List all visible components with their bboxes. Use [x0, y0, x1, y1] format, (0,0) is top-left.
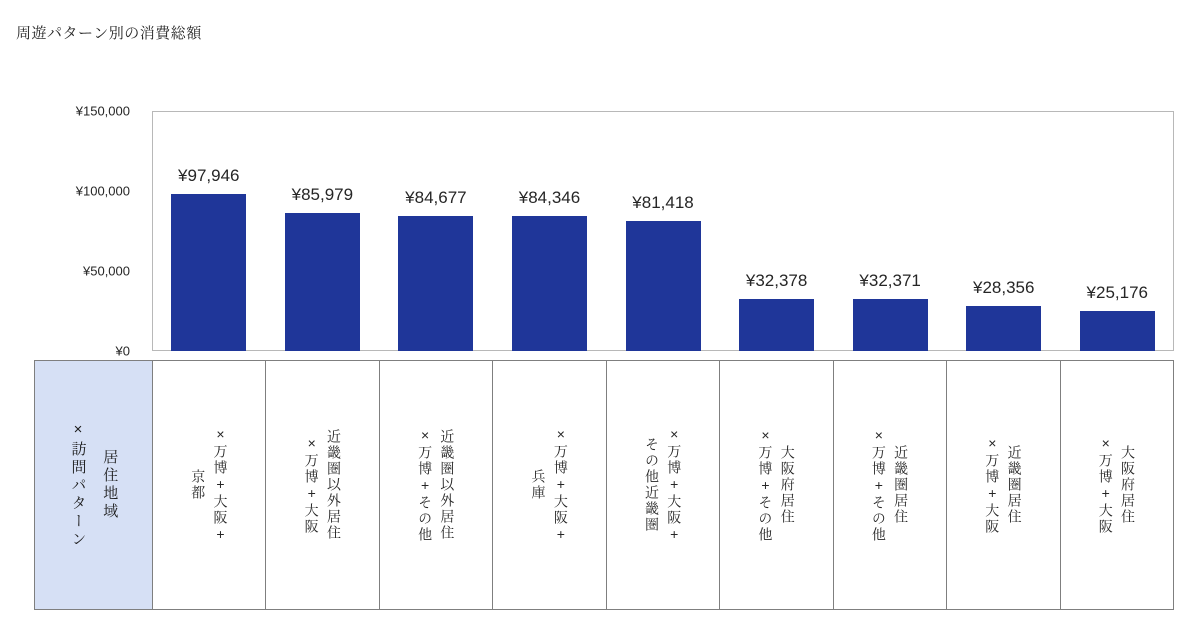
category-cell [1061, 361, 1173, 609]
bar-value-label: ¥32,378 [745, 271, 808, 291]
bar-slot [379, 111, 493, 351]
y-tick-label: ¥50,000 [83, 263, 130, 279]
bar-value-label: ¥85,979 [291, 185, 354, 205]
category-label-mid: ×万博+大阪+ [552, 426, 569, 544]
table-header-cell [35, 361, 153, 609]
category-label-left: ×万博+その他 [417, 427, 434, 543]
header-part-0: ×訪問パターン [69, 421, 87, 549]
category-cell [153, 361, 266, 609]
bar[interactable] [1080, 311, 1155, 351]
bars-layer [152, 111, 1174, 351]
category-table [34, 360, 1174, 610]
category-label-right: 近畿圏居住 [893, 445, 910, 525]
category-label-left: ×万博+大阪 [984, 435, 1001, 535]
category-label-right: 大阪府居住 [779, 445, 796, 525]
category-label-right: 近畿圏以外居住 [325, 429, 342, 541]
y-axis [40, 100, 136, 359]
bar-value-label: ¥97,946 [178, 166, 240, 186]
bar[interactable] [285, 213, 360, 351]
category-label-left: その他近畿圏 [643, 437, 660, 533]
bar-slot [720, 111, 834, 351]
category-cell [947, 361, 1060, 609]
bar[interactable] [626, 221, 701, 351]
bar-value-label: ¥25,176 [1086, 282, 1149, 302]
category-cell [380, 361, 493, 609]
bar-slot [493, 111, 607, 351]
bar-slot [1061, 111, 1175, 351]
category-label-left: ×万博+大阪 [303, 435, 320, 535]
category-label-left: ×万博+大阪 [1097, 435, 1114, 535]
bar-slot [266, 111, 380, 351]
bar-slot [152, 111, 266, 351]
bar[interactable] [398, 216, 473, 351]
category-label-right: 近畿圏居住 [1006, 445, 1023, 525]
bar[interactable] [171, 194, 246, 351]
y-tick-label: ¥0 [115, 343, 130, 359]
category-label-left: 兵庫 [530, 469, 547, 501]
bar[interactable] [853, 299, 928, 351]
category-label-left: 京都 [190, 469, 207, 501]
category-label-mid: ×万博+大阪+ [212, 426, 229, 544]
bar-value-label: ¥81,418 [632, 192, 694, 212]
category-cell [493, 361, 606, 609]
bar-slot [606, 111, 720, 351]
y-tick-label: ¥100,000 [75, 183, 130, 199]
bar-value-label: ¥84,677 [405, 187, 467, 207]
bar-value-label: ¥28,356 [972, 277, 1035, 297]
category-label-right: 大阪府居住 [1120, 445, 1137, 525]
bar[interactable] [966, 306, 1041, 351]
bar[interactable] [739, 299, 814, 351]
category-cell [834, 361, 947, 609]
category-cell [720, 361, 833, 609]
bar-value-label: ¥32,371 [859, 271, 921, 291]
category-label-left: ×万博+その他 [757, 427, 774, 543]
bar-slot [947, 111, 1061, 351]
bar-slot [833, 111, 947, 351]
header-part-1: 居住地域 [101, 449, 119, 521]
chart-plot-area [0, 100, 1200, 359]
bar-value-label: ¥84,346 [518, 188, 581, 208]
page-title: 周遊パターン別の消費総額 [16, 25, 202, 42]
category-label-left: ×万博+その他 [870, 427, 887, 543]
bar[interactable] [512, 216, 587, 351]
category-label-mid: ×万博+大阪+ [666, 426, 683, 544]
category-label-right: 近畿圏以外居住 [439, 429, 456, 541]
y-tick-label: ¥150,000 [75, 103, 130, 119]
category-cell [266, 361, 379, 609]
category-cell [607, 361, 720, 609]
